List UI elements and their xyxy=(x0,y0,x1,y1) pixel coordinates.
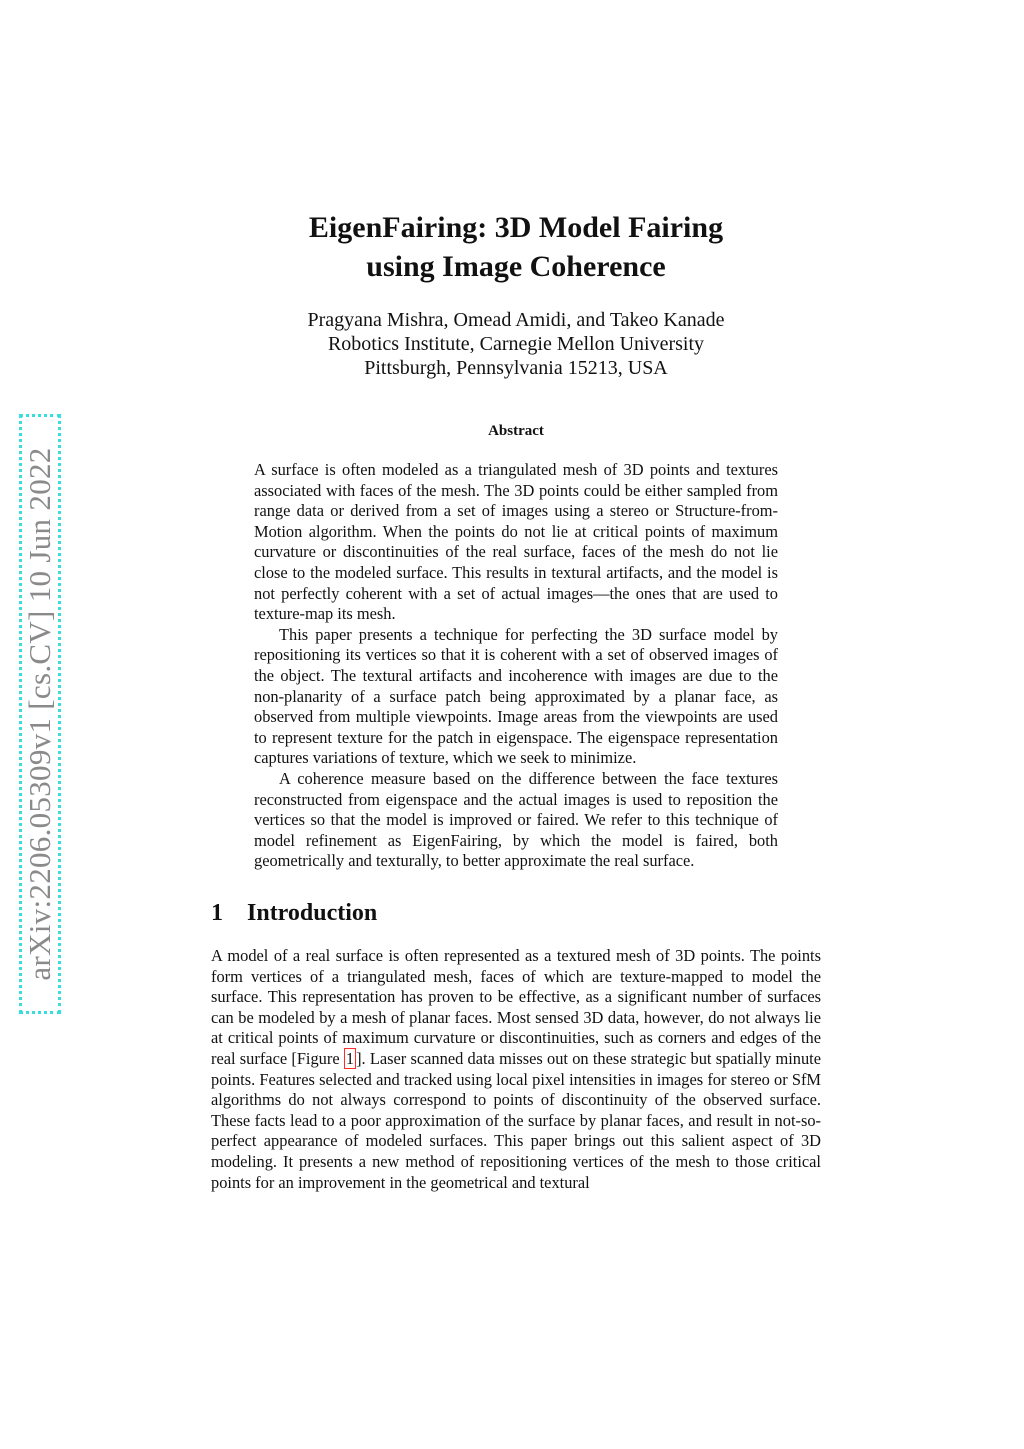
author-block xyxy=(0,308,1024,380)
intro-text-before: A model of a real surface is often represented as a textured mesh of 3D points. The points form vertices of a triangulated mesh, faces of which are texture-mapped to model the surface. This representation has proven to be effective, as a significant number of surfaces can be modeled by a mesh of planar faces. Most sensed 3D data, however, do not always lie at critical points of maximum curvature or discontinuities, such as corners and edges of the real surface [Figure xyxy=(211,946,821,1068)
affiliation: Robotics Institute, Carnegie Mellon University xyxy=(327,333,705,355)
intro-text-after: ]. Laser scanned data misses out on these strategic but spatially minute points. Features selected and tracked using local pixel intensities in images for stereo or SfM algorithms do not always correspond to points of discontinuity of the observed surface. These facts lead to a poor approximation of the surface by planar faces, and result in not-so-perfect appearance of modeled surfaces. This paper brings out this salient aspect of 3D modeling. It presents a new method of repositioning vertices of the mesh to those critical points for an improvement in the geometrical and textural xyxy=(211,1048,821,1192)
title-line-2: using Image Coherence xyxy=(366,250,666,283)
title-line-1: EigenFairing: 3D Model Fairing xyxy=(308,211,724,244)
section-heading-introduction xyxy=(211,900,377,927)
address: Pittsburgh, Pennsylvania 15213, USA xyxy=(364,357,668,379)
abstract-paragraph-1: A surface is often modeled as a triangulated mesh of 3D points and textures associated with faces of the mesh. The 3D points could be either sampled from range data or derived from a set of images using a stereo or Structure-from-Motion algorithm. When the points do not lie at critical points of maximum curvature or discontinuities of the real surface, faces of the mesh do not lie close to the modeled surface. This results in textural artifacts, and the model is not perfectly coherent with a set of actual images—the ones that are used to texture-map its mesh. xyxy=(254,460,778,624)
abstract-heading: Abstract xyxy=(488,423,544,439)
abstract-paragraph-2: This paper presents a technique for perfecting the 3D surface model by repositioning its vertices so that it is coherent with a set of observed images of the object. The textural artifacts and incoherence with images are due to the non-planarity of a surface patch being approximated by a planar face, as observed from multiple viewpoints. Image areas from the viewpoints are used to represent texture for the patch in eigenspace. The eigenspace representation captures variations of texture, which we seek to minimize. xyxy=(254,624,778,768)
authors: Pragyana Mishra, Omead Amidi, and Takeo Kanade xyxy=(307,309,725,331)
section-number: 1 xyxy=(211,900,223,926)
arxiv-identifier[interactable]: arXiv:2206.05309v1 [cs.CV] 10 Jun 2022 xyxy=(22,447,57,981)
paper-title xyxy=(0,208,1024,286)
figure-reference-link[interactable]: 1 xyxy=(345,1048,355,1068)
section-title: Introduction xyxy=(247,900,378,926)
abstract-body xyxy=(254,460,778,872)
introduction-paragraph xyxy=(211,946,821,1193)
abstract-paragraph-3: A coherence measure based on the difference between the face textures reconstructed from eigenspace and the actual images is used to reposition the vertices so that the model is improved or faired. We refer to this technique of model refinement as EigenFairing, by which the model is faired, both geometrically and texturally, to better approximate the real surface. xyxy=(254,768,778,871)
